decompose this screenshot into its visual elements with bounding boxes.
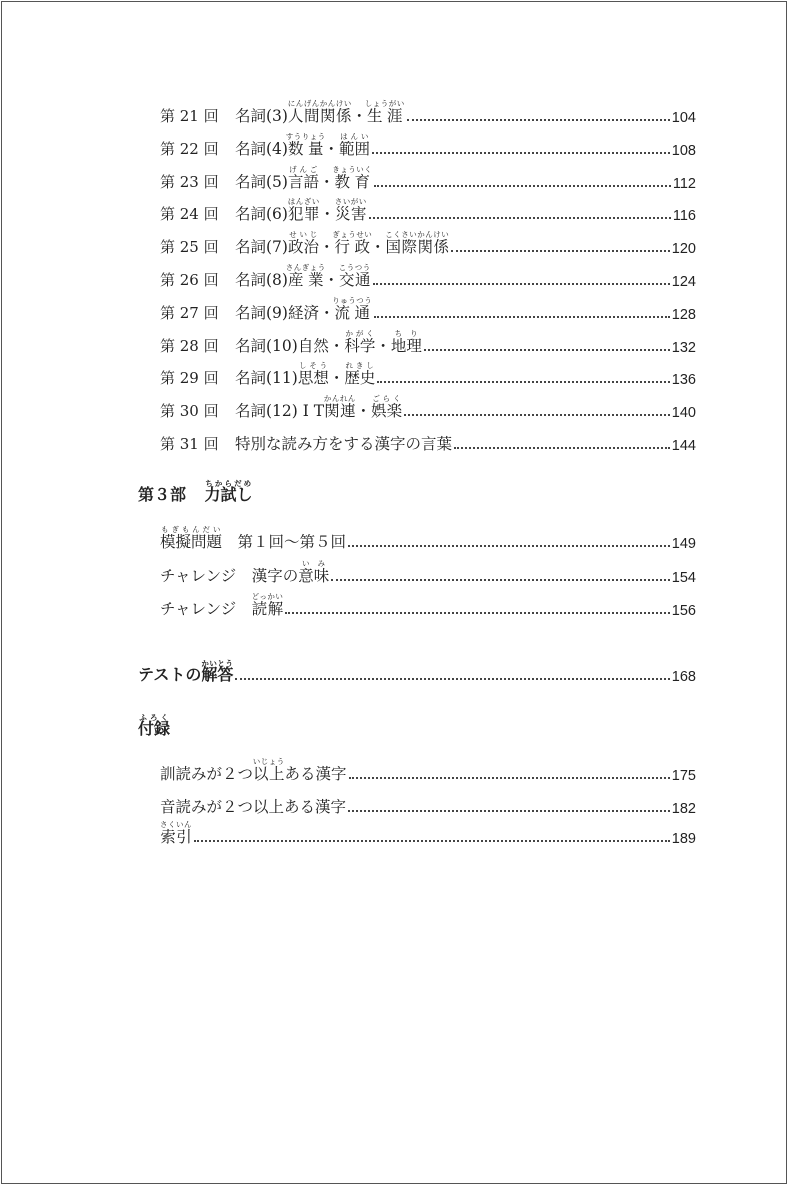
dot-leader xyxy=(454,447,670,449)
part3-prefix: 第３部 xyxy=(138,487,187,504)
entry-title: チャレンジ 漢字の意味いみ xyxy=(160,559,330,585)
entry-title: 名詞(9)経済・流通りゅうつう xyxy=(235,295,373,322)
toc-row-part3[interactable] xyxy=(160,522,696,552)
answers-title: テストの解答かいとう xyxy=(138,659,234,684)
page-number: 149 xyxy=(671,536,696,552)
entry-title: 名詞(10)自然・科学かがく・地理ちり xyxy=(235,328,422,355)
entry-title: チャレンジ 読解どっかい xyxy=(160,592,284,618)
dot-leader xyxy=(404,414,670,416)
dot-leader xyxy=(235,678,669,680)
lesson-number: 第 25 回 xyxy=(160,238,219,257)
dot-leader xyxy=(348,810,670,812)
page-number: 108 xyxy=(671,142,696,159)
toc-row-lesson[interactable] xyxy=(160,194,696,224)
lesson-number: 第 31 回 xyxy=(160,435,219,453)
dot-leader xyxy=(372,152,670,154)
lesson-number: 第 23 回 xyxy=(160,172,219,191)
entry-title: 名詞(12) I T関連かんれん・娯楽ごらく xyxy=(235,394,403,421)
entry-title: 模擬問題もぎもんだい 第１回〜第５回 xyxy=(160,525,347,551)
toc-row-lesson[interactable] xyxy=(160,424,696,454)
lesson-number: 第 26 回 xyxy=(160,271,219,289)
lesson-number: 第 21 回 xyxy=(160,107,219,125)
page-number: 136 xyxy=(671,372,696,389)
dot-leader xyxy=(374,185,671,187)
page-number: 156 xyxy=(671,603,696,619)
entry-title: 特別な読み方をする漢字の言葉 xyxy=(235,435,453,453)
dot-leader xyxy=(407,119,670,121)
entry-title: 名詞(5)言語げんご・教育きょういく xyxy=(235,164,373,191)
page-number: 116 xyxy=(672,208,696,225)
lesson-number: 第 24 回 xyxy=(160,205,219,224)
appendix-title: 付録 xyxy=(138,721,171,738)
toc-row-part3[interactable] xyxy=(160,589,696,619)
toc-row-lesson[interactable] xyxy=(160,162,696,192)
entry-title: 索引さくいん xyxy=(160,820,192,846)
page-number: 189 xyxy=(671,831,696,847)
page-number: 120 xyxy=(671,241,696,258)
dot-leader xyxy=(373,283,670,285)
entry-title: 音読みが２つ以上ある漢字 xyxy=(160,798,347,816)
dot-leader xyxy=(331,579,670,581)
toc-row-lesson[interactable] xyxy=(160,96,696,126)
entry-title: 名詞(4)数量すうりょう・範囲はんい xyxy=(235,131,371,158)
toc-row-lesson[interactable] xyxy=(160,358,696,388)
toc-row-appendix[interactable] xyxy=(160,787,696,817)
dot-leader xyxy=(349,777,670,779)
entry-title: 名詞(3)人間関係にんげんかんけい・生涯しょうがい xyxy=(235,99,405,125)
dot-leader xyxy=(194,840,670,842)
toc-row-lesson[interactable] xyxy=(160,129,696,159)
toc-row-lesson[interactable] xyxy=(160,293,696,323)
lesson-number: 第 29 回 xyxy=(160,369,219,388)
appendix-heading: 付録ふろく xyxy=(138,713,171,738)
dot-leader xyxy=(369,217,671,219)
dot-leader xyxy=(451,250,669,252)
part3-title: 力試し xyxy=(204,487,253,504)
toc-row-part3[interactable] xyxy=(160,556,696,586)
entry-title: 名詞(11)思想しそう・歴史れきし xyxy=(235,361,376,388)
lesson-number: 第 28 回 xyxy=(160,336,219,355)
page-number: 140 xyxy=(671,405,696,422)
toc-row-appendix[interactable] xyxy=(160,817,696,847)
page-number: 154 xyxy=(671,570,696,586)
dot-leader xyxy=(285,612,669,614)
lesson-number: 第 22 回 xyxy=(160,139,219,158)
page-number: 124 xyxy=(671,274,696,290)
page-number: 132 xyxy=(671,339,696,356)
page-number: 128 xyxy=(671,306,696,323)
page-number: 144 xyxy=(671,438,696,454)
dot-leader xyxy=(424,349,670,351)
entry-title: 名詞(8)産業さんぎょう・交通こうつう xyxy=(235,263,371,289)
entry-title: 名詞(7)政治せいじ・行政ぎょうせい・国際関係こくさいかんけい xyxy=(235,230,450,257)
page-number: 104 xyxy=(671,110,696,126)
page-number: 182 xyxy=(671,801,696,817)
lesson-number: 第 30 回 xyxy=(160,402,219,421)
toc-row-lesson[interactable] xyxy=(160,326,696,356)
lesson-number: 第 27 回 xyxy=(160,303,219,322)
dot-leader xyxy=(377,381,669,383)
entry-title: 訓読みが２つ以上いじょうある漢字 xyxy=(160,757,347,783)
toc-row-answers[interactable] xyxy=(138,655,696,685)
dot-leader xyxy=(348,545,670,547)
toc-row-appendix[interactable] xyxy=(160,754,696,784)
toc-row-lesson[interactable] xyxy=(160,227,696,257)
part3-heading: 第３部 力試しちからだめ xyxy=(138,479,253,504)
entry-title: 名詞(6)犯罪はんざい・災害さいがい xyxy=(235,197,367,224)
page-number: 175 xyxy=(671,768,696,784)
toc-row-lesson[interactable] xyxy=(160,391,696,421)
page-number: 168 xyxy=(671,669,696,685)
page-number: 112 xyxy=(672,175,696,192)
toc-row-lesson[interactable] xyxy=(160,260,696,290)
dot-leader xyxy=(374,316,670,318)
